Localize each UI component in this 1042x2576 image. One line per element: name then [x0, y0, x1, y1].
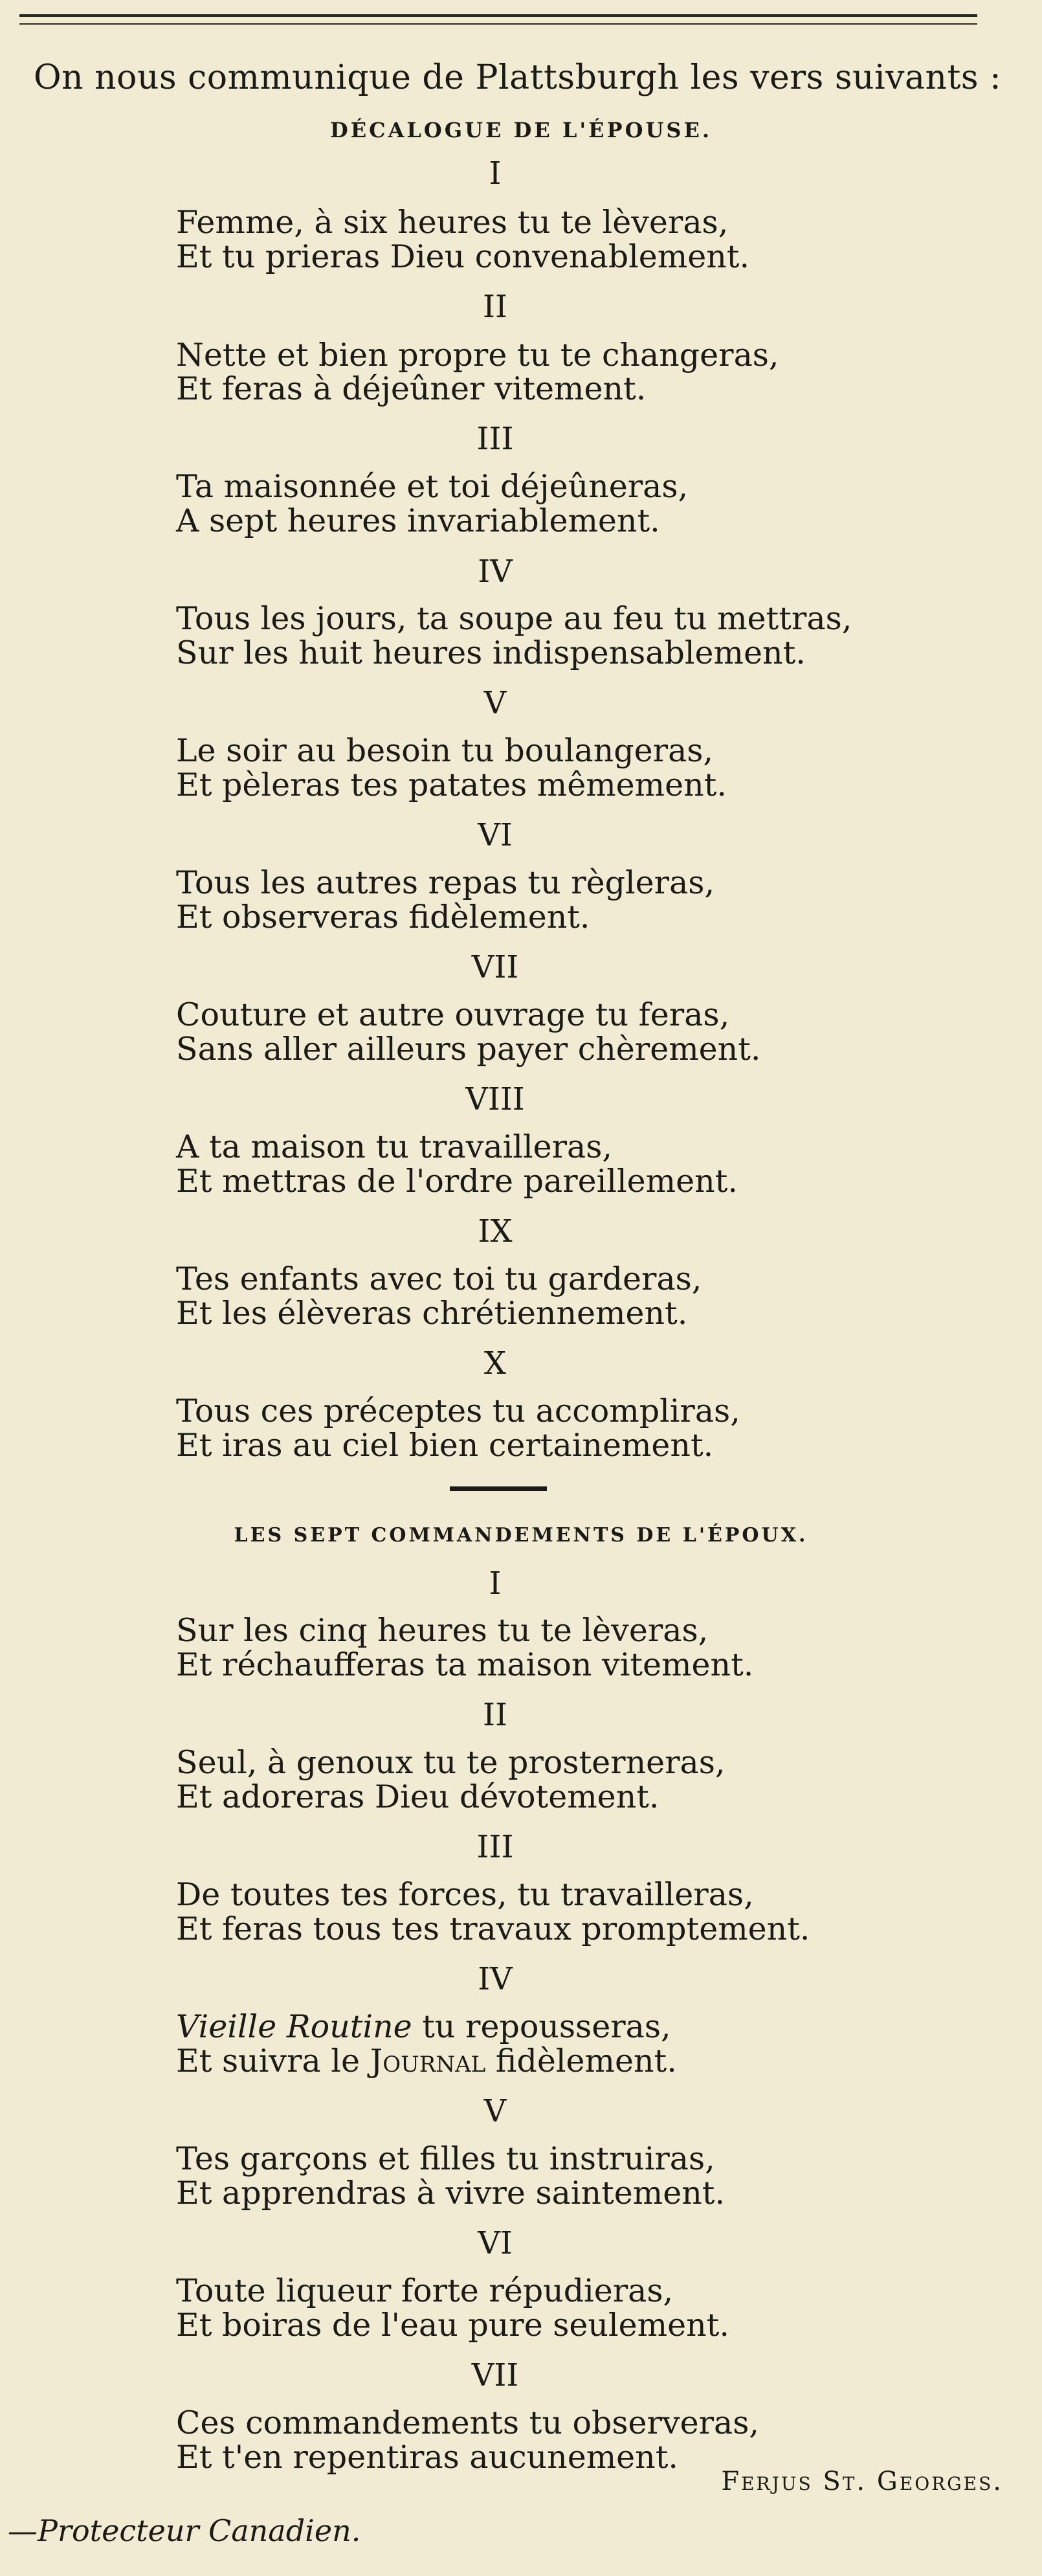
poem2-title: LES SEPT COMMANDEMENTS DE L'ÉPOUX.	[234, 1524, 808, 1547]
poem1-line: Nette et bien propre tu te changeras,	[176, 337, 779, 374]
poem2-numeral-2: II	[483, 1697, 507, 1733]
poem2-line: Toute liqueur forte répudieras,	[176, 2272, 674, 2309]
poem2-line: Ces commandements tu observeras,	[176, 2404, 759, 2441]
poem2-numeral-4: IV	[478, 1961, 513, 1997]
poem2-numeral-1: I	[489, 1565, 502, 1602]
poem1-line: Femme, à six heures tu te lèveras,	[176, 204, 729, 241]
poem1-numeral-2: II	[483, 289, 507, 325]
poem1-numeral-6: VI	[478, 817, 513, 853]
poem1-line: Sur les huit heures indispensablement.	[176, 634, 806, 671]
rule-thin	[19, 23, 977, 25]
poem1-numeral-9: IX	[478, 1213, 513, 1249]
poem2-numeral-6: VI	[478, 2225, 513, 2261]
poem1-line: Le soir au besoin tu boulangeras,	[176, 732, 714, 769]
poem1-line: Et tu prieras Dieu convenablement.	[176, 238, 750, 275]
poem2-numeral-3: III	[476, 1829, 514, 1865]
line-rest: tu repousseras,	[412, 2008, 671, 2045]
poem1-numeral-8: VIII	[465, 1081, 525, 1117]
poem1-line: Ta maisonnée et toi déjeûneras,	[176, 468, 689, 505]
poem1-line: Et pèleras tes patates mêmement.	[176, 767, 727, 803]
poem1-numeral-3: III	[476, 421, 514, 457]
rule-thick	[19, 14, 977, 17]
poem2-line	[176, 2043, 677, 2079]
poem1-numeral-1: I	[489, 155, 502, 192]
author-signature: Ferjus St. Georges.	[721, 2467, 1003, 2496]
poem1-line: Tes enfants avec toi tu garderas,	[176, 1260, 702, 1297]
poem2-line: Et réchaufferas ta maison vitement.	[176, 1646, 754, 1683]
poem1-numeral-5: V	[483, 685, 507, 721]
intro-text: On nous communique de Plattsburgh les vers suivants :	[34, 58, 1002, 97]
source-attribution: —Protecteur Canadien.	[8, 2513, 361, 2548]
poem1-line: Et iras au ciel bien certainement.	[176, 1427, 714, 1464]
poem1-line: A sept heures invariablement.	[176, 502, 660, 539]
poem2-line: Et boiras de l'eau pure seulement.	[176, 2307, 729, 2344]
poem1-line: Tous les autres repas tu règleras,	[176, 864, 715, 901]
poem2-line: Et adoreras Dieu dévotement.	[176, 1778, 660, 1815]
poem2-line: Tes garçons et filles tu instruiras,	[176, 2140, 715, 2177]
poem2-numeral-5: V	[483, 2093, 507, 2129]
poem1-line: Et observeras fidèlement.	[176, 899, 590, 935]
poem2-line: Et t'en repentiras aucunement.	[176, 2439, 679, 2476]
poem1-line: Tous ces préceptes tu accompliras,	[176, 1393, 740, 1429]
poem1-line: Et feras à déjeûner vitement.	[176, 370, 647, 407]
italic-phrase: Vieille Routine	[176, 2008, 412, 2045]
poem1-numeral-7: VII	[471, 949, 519, 985]
poem2-numeral-7: VII	[471, 2357, 519, 2393]
poem1-numeral-10: X	[483, 1345, 507, 1382]
poem1-title: DÉCALOGUE DE L'ÉPOUSE.	[329, 118, 713, 142]
journal-word: Journal	[370, 2043, 486, 2079]
poem1-line: A ta maison tu travailleras,	[176, 1128, 612, 1165]
line-end: fidèlement.	[485, 2043, 677, 2079]
poem2-line	[176, 2008, 671, 2045]
poem2-line: Seul, à genoux tu te prosterneras,	[176, 1744, 726, 1781]
poem1-line: Sans aller ailleurs payer chèrement.	[176, 1031, 761, 1068]
poem2-line: Et feras tous tes travaux promptement.	[176, 1910, 810, 1947]
poem1-numeral-4: IV	[478, 554, 513, 590]
poem1-line: Couture et autre ouvrage tu feras,	[176, 996, 730, 1033]
poem2-line: De toutes tes forces, tu travailleras,	[176, 1876, 754, 1913]
poem1-line: Et mettras de l'ordre pareillement.	[176, 1163, 738, 1200]
poem2-line: Et apprendras à vivre saintement.	[176, 2175, 726, 2212]
section-divider	[450, 1486, 547, 1491]
header-rules	[19, 14, 977, 25]
poem2-line: Sur les cinq heures tu te lèveras,	[176, 1612, 709, 1649]
poem1-line: Et les élèveras chrétiennement.	[176, 1295, 688, 1332]
line-start: Et suivra le	[176, 2043, 370, 2079]
poem1-line: Tous les jours, ta soupe au feu tu mettras,	[176, 600, 852, 637]
